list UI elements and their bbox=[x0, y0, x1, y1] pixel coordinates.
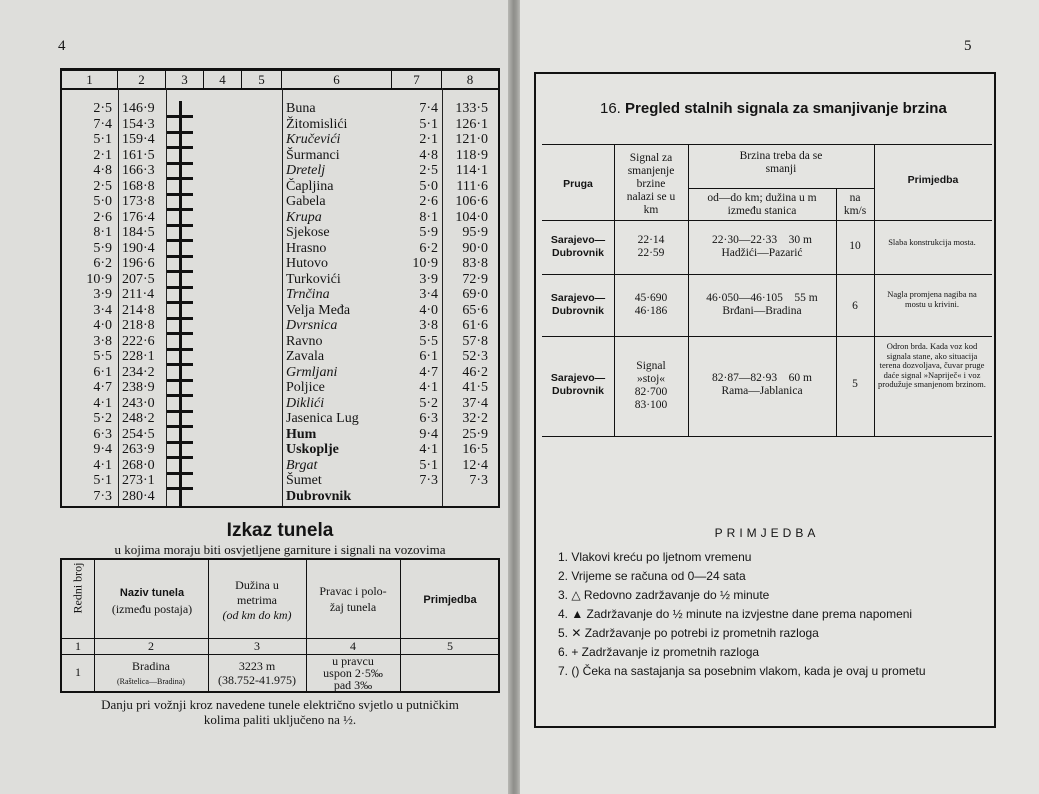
station-tick bbox=[167, 487, 193, 490]
row-od-do bbox=[688, 292, 836, 318]
station-tick bbox=[167, 348, 193, 351]
station-name: Diklići bbox=[286, 395, 325, 411]
distance-segment: 2·6 bbox=[93, 209, 112, 225]
station-name: Hutovo bbox=[286, 256, 328, 271]
distance-reverse: 5·1 bbox=[419, 457, 438, 473]
col-header-7: 7 bbox=[392, 71, 442, 88]
km-reverse: 95·9 bbox=[462, 225, 488, 240]
left-page bbox=[0, 0, 512, 794]
km-reverse: 106·6 bbox=[455, 194, 488, 209]
km-reverse: 133·5 bbox=[455, 101, 488, 116]
km-position: 173·8 bbox=[122, 194, 155, 209]
header-naziv: Naziv tunela bbox=[119, 587, 185, 599]
station-name: Hum bbox=[286, 426, 317, 442]
pruga-line: Dubrovnik bbox=[552, 385, 604, 397]
header-primjedba: Primjedba bbox=[423, 594, 477, 606]
header-naziv-sub: (između postaja) bbox=[111, 602, 193, 616]
distance-reverse: 3·9 bbox=[419, 271, 438, 287]
signal-line: 22·14 bbox=[637, 234, 665, 246]
header-od-do-line: od—do km; dužina u m bbox=[707, 192, 817, 204]
km-position: 254·5 bbox=[122, 426, 155, 442]
km-position: 228·1 bbox=[122, 349, 155, 364]
row-od-do bbox=[688, 234, 836, 260]
signal-line: Signal bbox=[636, 360, 666, 372]
station-tick bbox=[167, 177, 193, 180]
station-tick bbox=[167, 270, 193, 273]
pruga-line: Sarajevo— bbox=[550, 234, 606, 246]
distance-reverse: 3·8 bbox=[419, 318, 438, 333]
km-reverse: 46·2 bbox=[462, 364, 488, 380]
tunnel-stations: (Raštelica—Bradina) bbox=[117, 677, 185, 686]
km-position: 176·4 bbox=[122, 209, 155, 225]
header-od-do bbox=[688, 192, 836, 218]
row-pruga bbox=[542, 372, 614, 398]
station-name: Šumet bbox=[286, 473, 322, 488]
km-position: 159·4 bbox=[122, 132, 155, 147]
col-divider bbox=[118, 88, 119, 506]
od-do-value: 46·050—46·105 bbox=[706, 292, 783, 304]
row-divider bbox=[542, 336, 992, 337]
km-reverse: 25·9 bbox=[462, 426, 488, 442]
station-tick bbox=[167, 131, 193, 134]
row-od-do bbox=[688, 372, 836, 398]
distance-reverse: 6·3 bbox=[419, 411, 438, 426]
distance-segment: 10·9 bbox=[86, 271, 112, 287]
km-position: 268·0 bbox=[122, 457, 155, 473]
station-name: Poljice bbox=[286, 380, 325, 395]
km-reverse: 12·4 bbox=[462, 457, 488, 473]
row-divider bbox=[542, 274, 992, 275]
od-do-km bbox=[688, 234, 836, 247]
header-od-do-line: između stanica bbox=[727, 205, 797, 217]
distance-segment: 6·2 bbox=[93, 256, 112, 271]
header-duzina-1: Dužina u bbox=[235, 578, 279, 592]
km-reverse: 121·0 bbox=[455, 132, 488, 147]
distance-reverse: 2·1 bbox=[419, 132, 438, 147]
row-number: 1 bbox=[75, 665, 81, 679]
header-duzina-3: (od km do km) bbox=[222, 608, 292, 622]
remark-item: 6. + Zadržavanje iz prometnih razloga bbox=[558, 645, 760, 659]
tunnel-note-line-2: kolima paliti uključeno na ½. bbox=[203, 712, 357, 727]
col-number: 4 bbox=[350, 639, 356, 653]
km-position: 280·4 bbox=[122, 488, 155, 504]
od-do-km bbox=[688, 372, 836, 385]
signals-title bbox=[600, 100, 947, 117]
timetable bbox=[60, 68, 500, 508]
station-name: Grmljani bbox=[286, 364, 338, 380]
distance-reverse: 3·4 bbox=[419, 287, 438, 302]
station-name: Trnčina bbox=[286, 287, 330, 302]
station-name: Žitomislići bbox=[286, 116, 348, 132]
station-name: Dretelj bbox=[286, 163, 326, 178]
station-name: Šurmanci bbox=[286, 147, 340, 163]
timetable-header bbox=[62, 71, 498, 90]
header-brzina-line: smanji bbox=[765, 163, 797, 175]
distance-reverse: 5·2 bbox=[419, 395, 438, 411]
distance-reverse: 4·1 bbox=[419, 442, 438, 457]
km-position: 248·2 bbox=[122, 411, 155, 426]
km-position: 196·6 bbox=[122, 256, 155, 271]
signal-line: »stoj« bbox=[636, 373, 666, 385]
row-note: Nagla promjena nagiba na mostu u krivini. bbox=[887, 289, 977, 309]
row-speed: 10 bbox=[849, 240, 861, 252]
station-tick bbox=[167, 255, 193, 258]
row-pruga bbox=[542, 234, 614, 260]
distance-segment: 5·0 bbox=[93, 194, 112, 209]
station-name: Buna bbox=[286, 101, 316, 116]
km-position: 184·5 bbox=[122, 225, 155, 240]
remark-item: 2. Vrijeme se računa od 0—24 sata bbox=[558, 569, 746, 583]
station-tick bbox=[167, 379, 193, 382]
distance-reverse: 9·4 bbox=[419, 426, 438, 442]
remark-item: 4. ▲ Zadržavanje do ½ minute na izvjestne dane prema napomeni bbox=[558, 607, 913, 621]
length-value: 30 m bbox=[788, 234, 812, 246]
od-do-value: 22·30—22·33 bbox=[712, 234, 778, 246]
station-name: Dubrovnik bbox=[286, 488, 352, 504]
col-header-5: 5 bbox=[242, 71, 282, 88]
col-header-2: 2 bbox=[118, 71, 166, 88]
distance-reverse: 5·9 bbox=[419, 225, 438, 240]
distance-segment: 2·5 bbox=[93, 101, 112, 116]
km-reverse: 41·5 bbox=[462, 380, 488, 395]
distance-segment: 2·5 bbox=[93, 178, 112, 194]
km-position: 168·8 bbox=[122, 178, 155, 194]
distance-segment: 8·1 bbox=[93, 225, 112, 240]
distance-segment: 5·9 bbox=[93, 240, 112, 256]
row-note: Odron brda. Kada voz kod signala stane, ako situacija terena dozvoljava, čuvar pruge daće signal »Napriječ« i voz produžuje smanjenom brzinom. bbox=[878, 341, 986, 389]
distance-reverse: 6·1 bbox=[419, 349, 438, 364]
header-primjedba: Primjedba bbox=[907, 174, 959, 186]
station-tick bbox=[167, 317, 193, 320]
page-number-left: 4 bbox=[58, 38, 66, 54]
row-divider bbox=[542, 220, 992, 221]
distance-segment: 4·0 bbox=[93, 318, 112, 333]
km-position: 222·6 bbox=[122, 333, 155, 349]
km-reverse: 7·3 bbox=[469, 473, 488, 488]
km-position: 211·4 bbox=[122, 287, 155, 302]
right-page bbox=[520, 0, 1039, 794]
tunnel-direction: u pravcu bbox=[332, 654, 374, 668]
row-note: Slaba konstrukcija mosta. bbox=[888, 237, 976, 247]
col-header-8: 8 bbox=[466, 72, 474, 87]
station-tick bbox=[167, 472, 193, 475]
km-reverse: 83·8 bbox=[462, 256, 488, 271]
station-name: Kručevići bbox=[286, 132, 341, 147]
distance-reverse: 4·8 bbox=[419, 147, 438, 163]
tunnel-note-line-1: Danju pri vožnji kroz navedene tunele električno svjetlo u putničkim bbox=[101, 697, 459, 712]
signal-line: 45·690 bbox=[634, 292, 668, 304]
between-stations: Rama—Jablanica bbox=[721, 385, 803, 397]
tunnel-note bbox=[60, 697, 500, 727]
col-number: 1 bbox=[75, 639, 81, 653]
pruga-line: Dubrovnik bbox=[552, 305, 604, 317]
tunnel-grade-down: pad 3‰ bbox=[333, 678, 373, 692]
km-reverse: 114·1 bbox=[455, 163, 488, 178]
distance-reverse: 7·3 bbox=[419, 473, 438, 488]
km-reverse: 65·6 bbox=[462, 302, 488, 318]
tunnel-km: (38.752-41.975) bbox=[218, 673, 296, 687]
distance-segment: 9·4 bbox=[93, 442, 112, 457]
row-signal bbox=[614, 292, 688, 318]
station-tick bbox=[167, 441, 193, 444]
distance-segment: 7·4 bbox=[93, 116, 112, 132]
station-tick bbox=[167, 410, 193, 413]
distance-segment: 3·4 bbox=[93, 302, 112, 318]
station-tick bbox=[167, 301, 193, 304]
km-reverse: 118·9 bbox=[455, 147, 488, 163]
header-signal-line: brzine bbox=[636, 178, 666, 190]
distance-reverse: 5·0 bbox=[419, 178, 438, 194]
row-divider bbox=[542, 436, 992, 437]
signals-title-text: Pregled stalnih signala za smanjivanje brzina bbox=[625, 100, 947, 117]
row-signal bbox=[614, 234, 688, 260]
distance-segment: 4·1 bbox=[93, 395, 112, 411]
station-name: Ravno bbox=[286, 333, 323, 349]
signal-line: 83·100 bbox=[634, 399, 668, 411]
km-reverse: 16·5 bbox=[462, 442, 488, 457]
distance-segment: 6·1 bbox=[93, 364, 112, 380]
distance-reverse: 4·1 bbox=[419, 380, 438, 395]
tunnel-subtitle: u kojima moraju biti osvjetljene garniture i signali na vozovima bbox=[114, 542, 446, 557]
km-position: 146·9 bbox=[122, 101, 155, 116]
distance-segment: 4·7 bbox=[93, 380, 112, 395]
distance-segment: 4·8 bbox=[93, 163, 112, 178]
tunnel-length: 3223 m bbox=[238, 659, 276, 673]
length-value: 60 m bbox=[788, 372, 812, 384]
remark-item: 5. ✕ Zadržavanje po potrebi iz prometnih razloga bbox=[558, 626, 819, 640]
header-na-line: na bbox=[849, 192, 861, 204]
signal-line: 82·700 bbox=[634, 386, 668, 398]
distance-reverse: 2·6 bbox=[419, 194, 438, 209]
station-name: Krupa bbox=[286, 209, 322, 225]
row-speed: 6 bbox=[852, 300, 858, 312]
km-reverse: 69·0 bbox=[462, 287, 488, 302]
col-header-1: 1 bbox=[62, 71, 118, 88]
km-position: 263·9 bbox=[122, 442, 155, 457]
station-name: Dvrsnica bbox=[286, 318, 338, 333]
header-signal-line: smanjenje bbox=[627, 165, 675, 177]
km-position: 218·8 bbox=[122, 318, 155, 333]
km-position: 190·4 bbox=[122, 240, 155, 256]
km-reverse: 104·0 bbox=[455, 209, 488, 225]
distance-segment: 5·1 bbox=[93, 473, 112, 488]
col-header-4: 4 bbox=[204, 71, 242, 88]
station-tick bbox=[167, 394, 193, 397]
distance-reverse: 5·5 bbox=[419, 333, 438, 349]
distance-reverse: 10·9 bbox=[412, 256, 438, 271]
header-brzina bbox=[688, 150, 874, 176]
km-position: 207·5 bbox=[122, 271, 155, 287]
col-number: 3 bbox=[254, 639, 260, 653]
km-reverse: 111·6 bbox=[456, 178, 488, 194]
row-divider bbox=[542, 144, 992, 145]
col-header-6: 6 bbox=[282, 71, 392, 88]
signal-line: 22·59 bbox=[637, 247, 665, 259]
pruga-line: Sarajevo— bbox=[550, 292, 606, 304]
station-tick bbox=[167, 115, 193, 118]
od-do-km bbox=[688, 292, 836, 305]
header-duzina-2: metrima bbox=[237, 593, 277, 607]
distance-reverse: 7·4 bbox=[419, 101, 438, 116]
km-reverse: 72·9 bbox=[462, 271, 488, 287]
od-do-value: 82·87—82·93 bbox=[712, 372, 778, 384]
station-tick bbox=[167, 425, 193, 428]
station-name: Brgat bbox=[286, 457, 318, 473]
station-name: Jasenica Lug bbox=[286, 411, 359, 426]
station-tick bbox=[167, 224, 193, 227]
distance-segment: 5·5 bbox=[93, 349, 112, 364]
tunnel-name: Bradina bbox=[132, 659, 170, 673]
distance-reverse: 4·0 bbox=[419, 302, 438, 318]
station-tick bbox=[167, 363, 193, 366]
km-reverse: 61·6 bbox=[462, 318, 488, 333]
distance-segment: 3·8 bbox=[93, 333, 112, 349]
station-name: Čapljina bbox=[286, 178, 334, 194]
row-divider bbox=[62, 654, 498, 655]
station-tick bbox=[167, 286, 193, 289]
between-stations: Hadžići—Pazarić bbox=[721, 247, 803, 259]
col-header-3: 3 bbox=[166, 71, 204, 88]
remark-item: 3. △ Redovno zadržavanje do ½ minute bbox=[558, 588, 770, 602]
signals-title-number: 16. bbox=[600, 100, 621, 117]
tunnel-table bbox=[60, 558, 500, 693]
row-signal bbox=[614, 360, 688, 412]
station-name: Zavala bbox=[286, 349, 325, 364]
station-name: Hrasno bbox=[286, 240, 327, 256]
km-position: 234·2 bbox=[122, 364, 155, 380]
col-divider bbox=[874, 144, 875, 436]
km-position: 238·9 bbox=[122, 380, 155, 395]
remarks-title: PRIMJEDBA bbox=[714, 526, 820, 540]
header-signal-line: km bbox=[643, 204, 659, 216]
station-name: Velja Međa bbox=[286, 302, 351, 318]
header-na bbox=[836, 192, 874, 218]
distance-segment: 5·2 bbox=[93, 411, 112, 426]
distance-reverse: 8·1 bbox=[419, 209, 438, 225]
col-number: 2 bbox=[148, 639, 154, 653]
header-na-line: km/s bbox=[843, 205, 867, 217]
header-pravac-2: žaj tunela bbox=[329, 600, 377, 614]
station-tick bbox=[167, 208, 193, 211]
distance-reverse: 5·1 bbox=[419, 116, 438, 132]
between-stations: Brđani—Bradina bbox=[722, 305, 802, 317]
col-divider bbox=[400, 560, 401, 691]
length-value: 55 m bbox=[794, 292, 818, 304]
station-tick bbox=[167, 146, 193, 149]
row-pruga bbox=[542, 292, 614, 318]
km-reverse: 126·1 bbox=[455, 116, 488, 132]
distance-segment: 7·3 bbox=[93, 488, 112, 504]
station-name: Gabela bbox=[286, 194, 326, 209]
col-divider bbox=[282, 88, 283, 506]
station-tick bbox=[167, 193, 193, 196]
km-reverse: 90·0 bbox=[462, 240, 488, 256]
pruga-line: Dubrovnik bbox=[552, 247, 604, 259]
km-position: 161·5 bbox=[122, 147, 155, 163]
distance-segment: 2·1 bbox=[93, 147, 112, 163]
col-number: 5 bbox=[447, 639, 453, 653]
row-speed: 5 bbox=[852, 378, 858, 390]
km-reverse: 52·3 bbox=[462, 349, 488, 364]
station-tick bbox=[167, 239, 193, 242]
station-tick bbox=[167, 162, 193, 165]
row-divider bbox=[688, 188, 874, 189]
tunnel-title: Izkaz tunela bbox=[226, 520, 334, 541]
header-pruga: Pruga bbox=[563, 178, 593, 190]
station-tick bbox=[167, 456, 193, 459]
signals-frame bbox=[534, 72, 996, 728]
header-redni-broj: Redni broj bbox=[70, 562, 85, 614]
station-tick bbox=[167, 332, 193, 335]
km-reverse: 57·8 bbox=[462, 333, 488, 349]
km-position: 273·1 bbox=[122, 473, 155, 488]
remark-item: 7. () Čeka na sastajanja sa posebnim vlakom, kada je ovaj u prometu bbox=[558, 664, 926, 678]
distance-reverse: 4·7 bbox=[419, 364, 438, 380]
signal-line: 46·186 bbox=[634, 305, 668, 317]
distance-segment: 3·9 bbox=[93, 287, 112, 302]
header-signal bbox=[614, 152, 688, 217]
km-reverse: 32·2 bbox=[462, 411, 488, 426]
distance-reverse: 2·5 bbox=[419, 163, 438, 178]
page-number-right: 5 bbox=[964, 38, 972, 54]
km-position: 154·3 bbox=[122, 116, 155, 132]
remark-item: 1. Vlakovi kreću po ljetnom vremenu bbox=[558, 550, 752, 564]
km-position: 243·0 bbox=[122, 395, 155, 411]
km-position: 214·8 bbox=[122, 302, 155, 318]
tunnel-grade-up: uspon 2·5‰ bbox=[323, 666, 383, 680]
distance-segment: 6·3 bbox=[93, 426, 112, 442]
distance-segment: 5·1 bbox=[93, 132, 112, 147]
header-pravac-1: Pravac i polo- bbox=[319, 584, 387, 598]
station-name: Sjekose bbox=[286, 225, 330, 240]
header-brzina-line: Brzina treba da se bbox=[739, 150, 823, 162]
pruga-line: Sarajevo— bbox=[550, 372, 606, 384]
km-position: 166·3 bbox=[122, 163, 155, 178]
station-name: Turkovići bbox=[286, 271, 341, 287]
header-signal-line: nalazi se u bbox=[626, 191, 676, 203]
header-signal-line: Signal za bbox=[629, 152, 673, 164]
distance-segment: 4·1 bbox=[93, 457, 112, 473]
station-name: Uskoplje bbox=[286, 442, 339, 457]
km-reverse: 37·4 bbox=[462, 395, 488, 411]
distance-reverse: 6·2 bbox=[419, 240, 438, 256]
